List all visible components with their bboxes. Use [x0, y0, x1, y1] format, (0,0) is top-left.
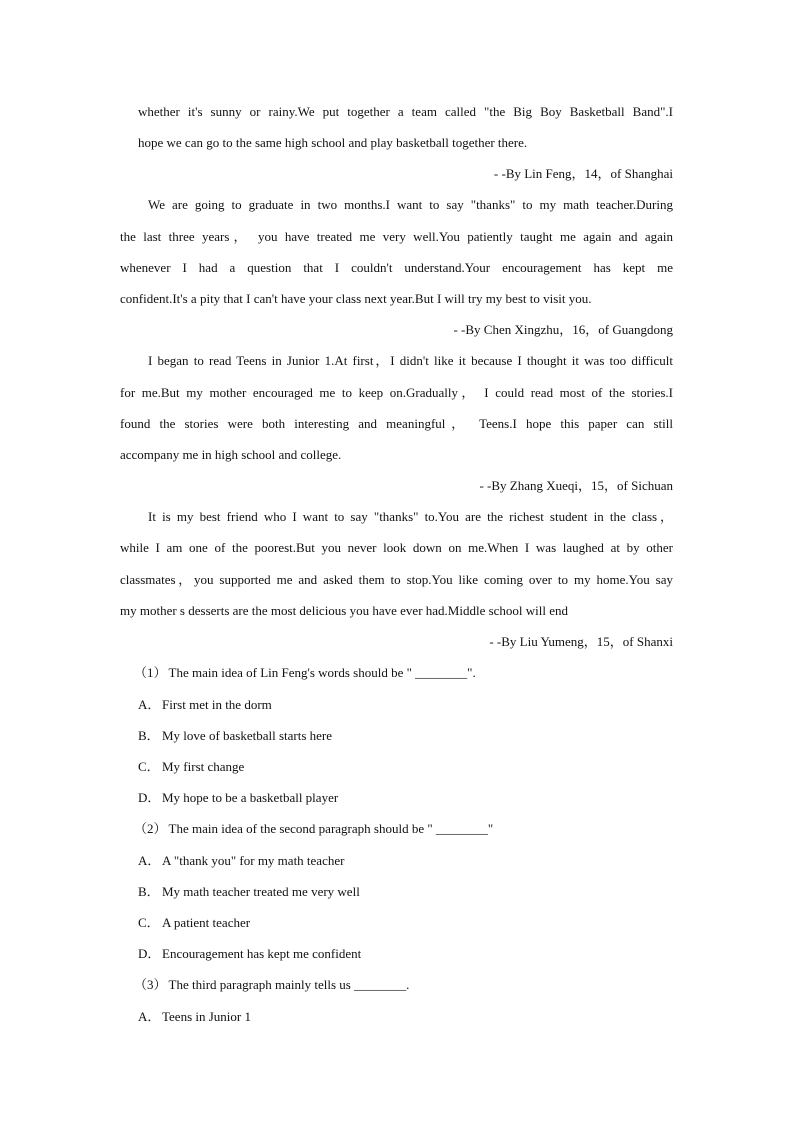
option-letter: C．: [138, 759, 160, 774]
option-2a[interactable]: [138, 853, 673, 869]
option-letter: A．: [138, 697, 161, 712]
passage-line: It is my best friend who I want to say "thanks" to.You are the richest student in the class，: [148, 509, 673, 524]
author-signature: - -By Lin Feng，14，of Shanghai: [493, 166, 673, 181]
option-letter: A．: [138, 853, 161, 868]
passage-line: the last three years， you have treated me very well.You patiently taught me again and again: [120, 229, 673, 244]
option-3a[interactable]: [138, 1009, 673, 1025]
option-2d[interactable]: [138, 946, 673, 962]
option-1c[interactable]: [138, 759, 673, 775]
question-number: （2）: [134, 821, 167, 836]
passage-line: We are going to graduate in two months.I want to say "thanks" to my math teacher.During: [148, 197, 673, 212]
option-letter: B．: [138, 884, 160, 899]
option-text: My love of basketball starts here: [162, 728, 333, 743]
question-text: The main idea of the second paragraph should be " ________": [168, 821, 494, 836]
passage-line: for me.But my mother encouraged me to keep on.Gradually， I could read most of the stories.I: [120, 385, 673, 400]
option-2b[interactable]: [138, 884, 673, 900]
option-1a[interactable]: [138, 697, 673, 713]
author-signature: - -By Zhang Xueqi，15，of Sichuan: [479, 478, 673, 493]
option-letter: A．: [138, 1009, 161, 1024]
passage-line: hope we can go to the same high school and play basketball together there.: [138, 135, 528, 150]
question-3: [134, 977, 673, 993]
question-1: [134, 665, 673, 681]
option-1d[interactable]: [138, 790, 673, 806]
option-letter: D．: [138, 946, 161, 961]
option-text: First met in the dorm: [162, 697, 272, 712]
option-text: My first change: [162, 759, 245, 774]
question-number: （1）: [134, 665, 167, 680]
question-text: The third paragraph mainly tells us ________.: [168, 977, 410, 992]
option-letter: C．: [138, 915, 160, 930]
option-text: A "thank you" for my math teacher: [162, 853, 345, 868]
passage-line: my mother s desserts are the most delicious you have ever had.Middle school will end: [120, 603, 569, 618]
question-2: [134, 821, 673, 837]
option-1b[interactable]: [138, 728, 673, 744]
author-signature: - -By Liu Yumeng，15，of Shanxi: [489, 634, 673, 649]
option-text: A patient teacher: [162, 915, 251, 930]
option-text: My hope to be a basketball player: [162, 790, 339, 805]
passage-line: I began to read Teens in Junior 1.At first，I didn't like it because I thought it was too difficult: [148, 353, 673, 368]
option-text: Teens in Junior 1: [162, 1009, 251, 1024]
option-2c[interactable]: [138, 915, 673, 931]
question-text: The main idea of Lin Feng's words should be " ________".: [168, 665, 476, 680]
option-text: My math teacher treated me very well: [162, 884, 360, 899]
option-letter: D．: [138, 790, 161, 805]
option-letter: B．: [138, 728, 160, 743]
option-text: Encouragement has kept me confident: [162, 946, 362, 961]
question-number: （3）: [134, 977, 167, 992]
passage-line: found the stories were both interesting and meaningful， Teens.I hope this paper can still: [120, 416, 673, 431]
passage-line: classmates，you supported me and asked them to stop.You like coming over to my home.You say: [120, 572, 673, 587]
passage-line: whenever I had a question that I couldn't understand.Your encouragement has kept me: [120, 260, 673, 275]
author-signature: - -By Chen Xingzhu，16，of Guangdong: [453, 322, 673, 337]
passage-line: accompany me in high school and college.: [120, 447, 342, 462]
passage-line: confident.It's a pity that I can't have your class next year.But I will try my best to visit you.: [120, 291, 592, 306]
passage-line: whether it's sunny or rainy.We put together a team called "the Big Boy Basketball Band".I: [138, 104, 673, 119]
passage-line: while I am one of the poorest.But you never look down on me.When I was laughed at by other: [120, 540, 673, 555]
